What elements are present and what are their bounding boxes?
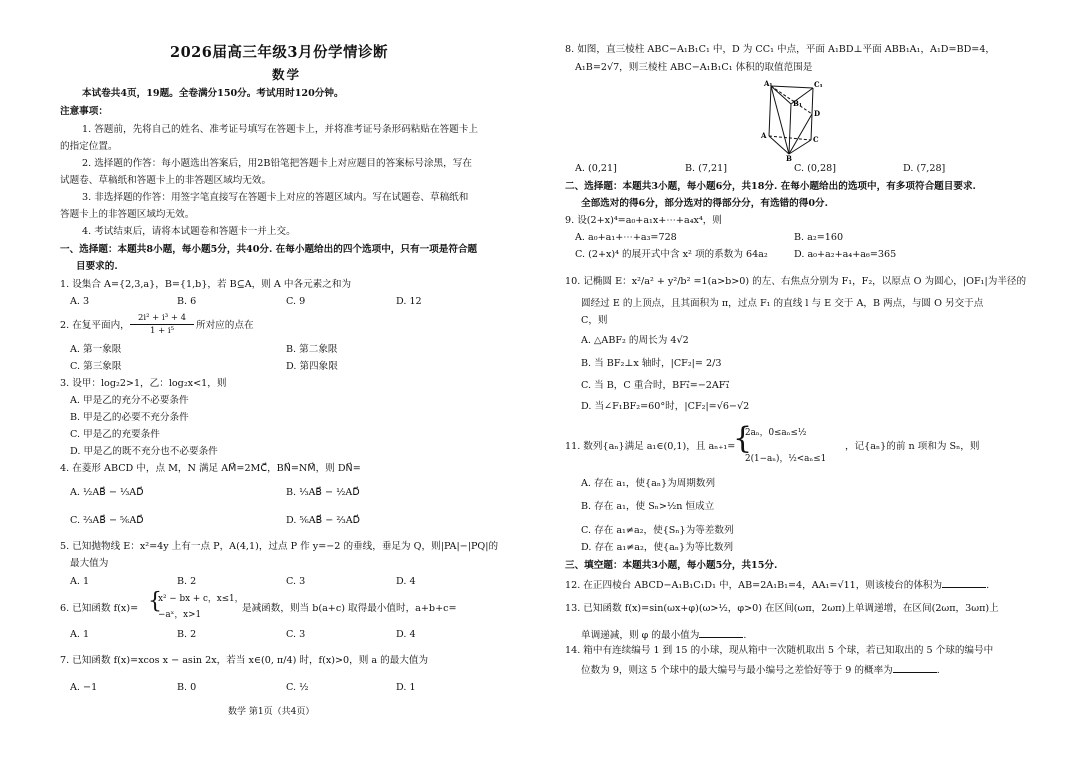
q5-stem-cont: 最大值为 bbox=[70, 558, 109, 569]
q3-option-c[interactable]: C. 甲是乙的充要条件 bbox=[70, 429, 160, 440]
q11-case-1: 2aₙ，0≤aₙ≤½ bbox=[745, 428, 807, 438]
q7-stem: 7. 已知函数 f(x)=xcos x − asin 2x，若当 x∈(0, π/4) 时，f(x)>0，则 a 的最大值为 bbox=[60, 655, 429, 666]
q2-fraction-bar bbox=[130, 324, 194, 325]
q8-label-c: C bbox=[813, 135, 819, 144]
q2-option-b[interactable]: B. 第二象限 bbox=[286, 344, 338, 355]
q11-option-b[interactable]: B. 存在 a₁，使 Sₙ>½n 恒成立 bbox=[581, 501, 715, 512]
q9-option-a[interactable]: A. a₀+a₁+⋯+a₃=728 bbox=[575, 232, 677, 243]
q11-case-2: 2(1−aₙ)，½<aₙ≤1 bbox=[745, 454, 827, 464]
q10-option-c[interactable]: C. 当 B，C 重合时，BF₁⃗=−2AF₁⃗ bbox=[581, 380, 730, 391]
q2-fraction-denominator: 1 + i⁵ bbox=[149, 326, 175, 336]
section1-heading-cont: 目要求的. bbox=[76, 261, 118, 272]
q1-stem: 1. 设集合 A={2,3,a}，B={1,b}，若 B⊆A，则 A 中各元素之和为 bbox=[60, 279, 352, 290]
q9-stem: 9. 设(2+x)⁴=a₀+a₁x+⋯+a₄x⁴，则 bbox=[565, 215, 722, 226]
q3-option-b[interactable]: B. 甲是乙的必要不充分条件 bbox=[70, 412, 189, 423]
q5-option-b[interactable]: B. 2 bbox=[177, 576, 197, 587]
q12-stem bbox=[565, 578, 989, 592]
q5-stem: 5. 已知抛物线 E：x²=4y 上有一点 P，A(4,1)，过点 P 作 y=−2 的垂线，垂足为 Q，则|PA|−|PQ|的 bbox=[60, 541, 499, 552]
q9-option-b[interactable]: B. a₂=160 bbox=[794, 232, 844, 243]
q6-option-d[interactable]: D. 4 bbox=[396, 629, 416, 640]
q8-label-b1: B₁ bbox=[793, 99, 802, 108]
q2-option-c[interactable]: C. 第三象限 bbox=[70, 361, 122, 372]
q13-answer-blank[interactable] bbox=[699, 628, 743, 638]
q6-stem-a: 6. 已知函数 f(x)= bbox=[60, 603, 139, 614]
q11-option-c[interactable]: C. 存在 a₁≠a₂，使{Sₙ}为等差数列 bbox=[581, 525, 734, 536]
q8-prism-figure bbox=[755, 78, 835, 162]
q10-option-d[interactable]: D. 当∠F₁BF₂=60°时，|CF₂|=√6−√2 bbox=[581, 401, 750, 412]
q1-option-a[interactable]: A. 3 bbox=[70, 296, 90, 307]
section2-heading-cont: 全部选对的得6分，部分选对的得部分分，有选错的得0分. bbox=[581, 198, 828, 209]
q9-option-c[interactable]: C. (2+x)⁴ 的展开式中含 x² 项的系数为 64a₂ bbox=[575, 249, 768, 260]
q8-label-d: D bbox=[814, 109, 821, 118]
notice-line: 4. 考试结束后，请将本试题卷和答题卡一并上交。 bbox=[82, 226, 296, 237]
q10-stem-cont: 圆经过 E 的上顶点，且其面积为 π，过点 F₁ 的直线 l 与 E 交于 A，B 两点，与圆 O 另交于点 bbox=[581, 298, 984, 309]
q12-end: . bbox=[986, 580, 990, 591]
exam-info: 本试卷共4页，19题。全卷满分150分。考试用时120分钟。 bbox=[82, 88, 344, 99]
q11-option-d[interactable]: D. 存在 a₁≠a₂，使{aₙ}为等比数列 bbox=[581, 542, 734, 553]
q3-option-d[interactable]: D. 甲是乙的既不充分也不必要条件 bbox=[70, 446, 218, 457]
q6-case-1: x² − bx + c，x≤1， bbox=[158, 594, 244, 604]
notice-line: 的指定位置。 bbox=[60, 141, 118, 152]
q14-answer-blank[interactable] bbox=[893, 663, 937, 673]
q7-option-a[interactable]: A. −1 bbox=[70, 682, 98, 693]
notice-line: 2. 选择题的作答：每小题选出答案后，用2B铅笔把答题卡上对应题目的答案标号涂黑，写在 bbox=[82, 158, 472, 169]
q14-text: 位数为 9，则这 5 个球中的最大编号与最小编号之差恰好等于 9 的概率为 bbox=[581, 665, 893, 676]
q13-text: 单调递减，则 φ 的最小值为 bbox=[581, 630, 700, 641]
q1-option-d[interactable]: D. 12 bbox=[396, 296, 422, 307]
q11-stem-a: 11. 数列{aₙ}满足 a₁∈(0,1)，且 aₙ₊₁= bbox=[565, 441, 736, 452]
q8-option-d[interactable]: D. (7,28] bbox=[903, 163, 946, 174]
q9-option-d[interactable]: D. a₀+a₂+a₄+a₆=365 bbox=[794, 249, 897, 260]
q8-option-b[interactable]: B. (7,21] bbox=[685, 163, 727, 174]
q12-text: 12. 在正四棱台 ABCD−A₁B₁C₁D₁ 中，AB=2A₁B₁=4，AA₁=√11，则该棱台的体积为 bbox=[565, 580, 943, 591]
q13-end: . bbox=[743, 630, 747, 641]
q7-option-c[interactable]: C. ½ bbox=[286, 682, 309, 693]
q8-stem: 8. 如图，直三棱柱 ABC−A₁B₁C₁ 中，D 为 CC₁ 中点，平面 A₁BD⊥平面 ABB₁A₁，A₁D=BD=4， bbox=[565, 44, 996, 55]
q6-stem-b: 是减函数，则当 b(a+c) 取得最小值时，a+b+c= bbox=[242, 603, 457, 614]
q11-option-a[interactable]: A. 存在 a₁，使{aₙ}为周期数列 bbox=[581, 478, 716, 489]
q7-option-b[interactable]: B. 0 bbox=[177, 682, 197, 693]
q1-option-c[interactable]: C. 9 bbox=[286, 296, 306, 307]
q4-stem: 4. 在菱形 ABCD 中，点 M，N 满足 AM⃗=2MC⃗，BN⃗=NM⃗，则 DN⃗= bbox=[60, 463, 361, 474]
q10-stem-cont2: C，则 bbox=[581, 315, 608, 326]
q6-brace: { bbox=[148, 589, 162, 614]
notice-line: 1. 答题前，先将自己的姓名、准考证号填写在答题卡上，并将准考证号条形码粘贴在答题卡上 bbox=[82, 124, 478, 135]
q6-option-a[interactable]: A. 1 bbox=[70, 629, 90, 640]
notice-line: 试题卷、草稿纸和答题卡上的非答题区域均无效。 bbox=[60, 175, 272, 186]
q4-option-a[interactable]: A. ½AB⃗ − ⅓AD⃗ bbox=[70, 487, 144, 498]
q6-option-c[interactable]: C. 3 bbox=[286, 629, 306, 640]
q8-label-c1: C₁ bbox=[814, 80, 823, 89]
notice-line: 3. 非选择题的作答：用签字笔直接写在答题卡上对应的答题区域内。写在试题卷、草稿纸和 bbox=[82, 192, 469, 203]
q8-label-a1: A₁ bbox=[764, 79, 773, 88]
section1-heading: 一、选择题：本题共8小题，每小题5分，共40分. 在每小题给出的四个选项中，只有一项是符合题 bbox=[60, 244, 478, 255]
q2-option-d[interactable]: D. 第四象限 bbox=[286, 361, 338, 372]
q5-option-a[interactable]: A. 1 bbox=[70, 576, 90, 587]
q13-stem: 13. 已知函数 f(x)=sin(ωx+φ)(ω>½，φ>0) 在区间(ωπ，2ωπ)上单调递增，在区间(2ωπ，3ωπ)上 bbox=[565, 603, 999, 614]
q5-option-c[interactable]: C. 3 bbox=[286, 576, 306, 587]
q2-option-a[interactable]: A. 第一象限 bbox=[70, 344, 122, 355]
q14-stem: 14. 箱中有连续编号 1 到 15 的小球，现从箱中一次随机取出 5 个球，若已知取出的 5 个球的编号中 bbox=[565, 645, 994, 656]
q14-stem-cont bbox=[581, 663, 940, 677]
section2-heading: 二、选择题：本题共3小题，每小题6分，共18分. 在每小题给出的选项中，有多项符合题目要求. bbox=[565, 181, 976, 192]
q8-option-c[interactable]: C. (0,28] bbox=[794, 163, 836, 174]
q2-stem-a: 2. 在复平面内， bbox=[60, 320, 130, 331]
q7-option-d[interactable]: D. 1 bbox=[396, 682, 416, 693]
notice-heading: 注意事项： bbox=[60, 106, 108, 117]
q10-option-b[interactable]: B. 当 BF₂⊥x 轴时，|CF₂|= 2/3 bbox=[581, 358, 722, 369]
q12-answer-blank[interactable] bbox=[942, 578, 986, 588]
q11-brace: { bbox=[733, 421, 753, 456]
q2-stem-b: 所对应的点在 bbox=[196, 320, 254, 331]
q8-label-a: A bbox=[761, 131, 767, 140]
q10-option-a[interactable]: A. △ABF₂ 的周长为 4√2 bbox=[581, 335, 689, 346]
q6-case-2: −aˣ，x>1 bbox=[158, 610, 202, 620]
q8-option-a[interactable]: A. (0,21] bbox=[575, 163, 617, 174]
notice-line: 答题卡上的非答题区域均无效。 bbox=[60, 209, 195, 220]
q3-stem: 3. 设甲：log₂2>1，乙：log₂x<1，则 bbox=[60, 378, 227, 389]
q10-stem: 10. 记椭圆 E：x²/a² + y²/b² =1(a>b>0) 的左、右焦点分别为 F₁，F₂，以原点 O 为圆心，|OF₁|为半径的 bbox=[565, 276, 1027, 287]
q4-option-c[interactable]: C. ⅔AB⃗ − ⅚AD⃗ bbox=[70, 515, 144, 526]
q4-option-b[interactable]: B. ⅓AB⃗ − ½AD⃗ bbox=[286, 487, 360, 498]
page-footer: 数学 第1页（共4页） bbox=[228, 707, 315, 717]
subject-title: 数学 bbox=[272, 67, 302, 82]
q14-end: . bbox=[936, 665, 940, 676]
q3-option-a[interactable]: A. 甲是乙的充分不必要条件 bbox=[70, 395, 189, 406]
q8-label-b: B bbox=[786, 154, 792, 162]
q2-fraction-numerator: 2i² + i³ + 4 bbox=[137, 313, 187, 323]
q8-stem-cont: A₁B=2√7，则三棱柱 ABC−A₁B₁C₁ 体积的取值范围是 bbox=[575, 62, 813, 73]
q4-option-d[interactable]: D. ⅚AB⃗ − ⅔AD⃗ bbox=[286, 515, 361, 526]
q6-option-b[interactable]: B. 2 bbox=[177, 629, 197, 640]
q11-stem-b: ，记{aₙ}的前 n 项和为 Sₙ，则 bbox=[845, 441, 980, 452]
q5-option-d[interactable]: D. 4 bbox=[396, 576, 416, 587]
section3-heading: 三、填空题：本题共3小题，每小题5分，共15分. bbox=[565, 560, 778, 571]
q1-option-b[interactable]: B. 6 bbox=[177, 296, 197, 307]
page-title: 2026届高三年级3月份学情诊断 bbox=[170, 44, 388, 61]
q13-stem-cont bbox=[581, 628, 746, 642]
